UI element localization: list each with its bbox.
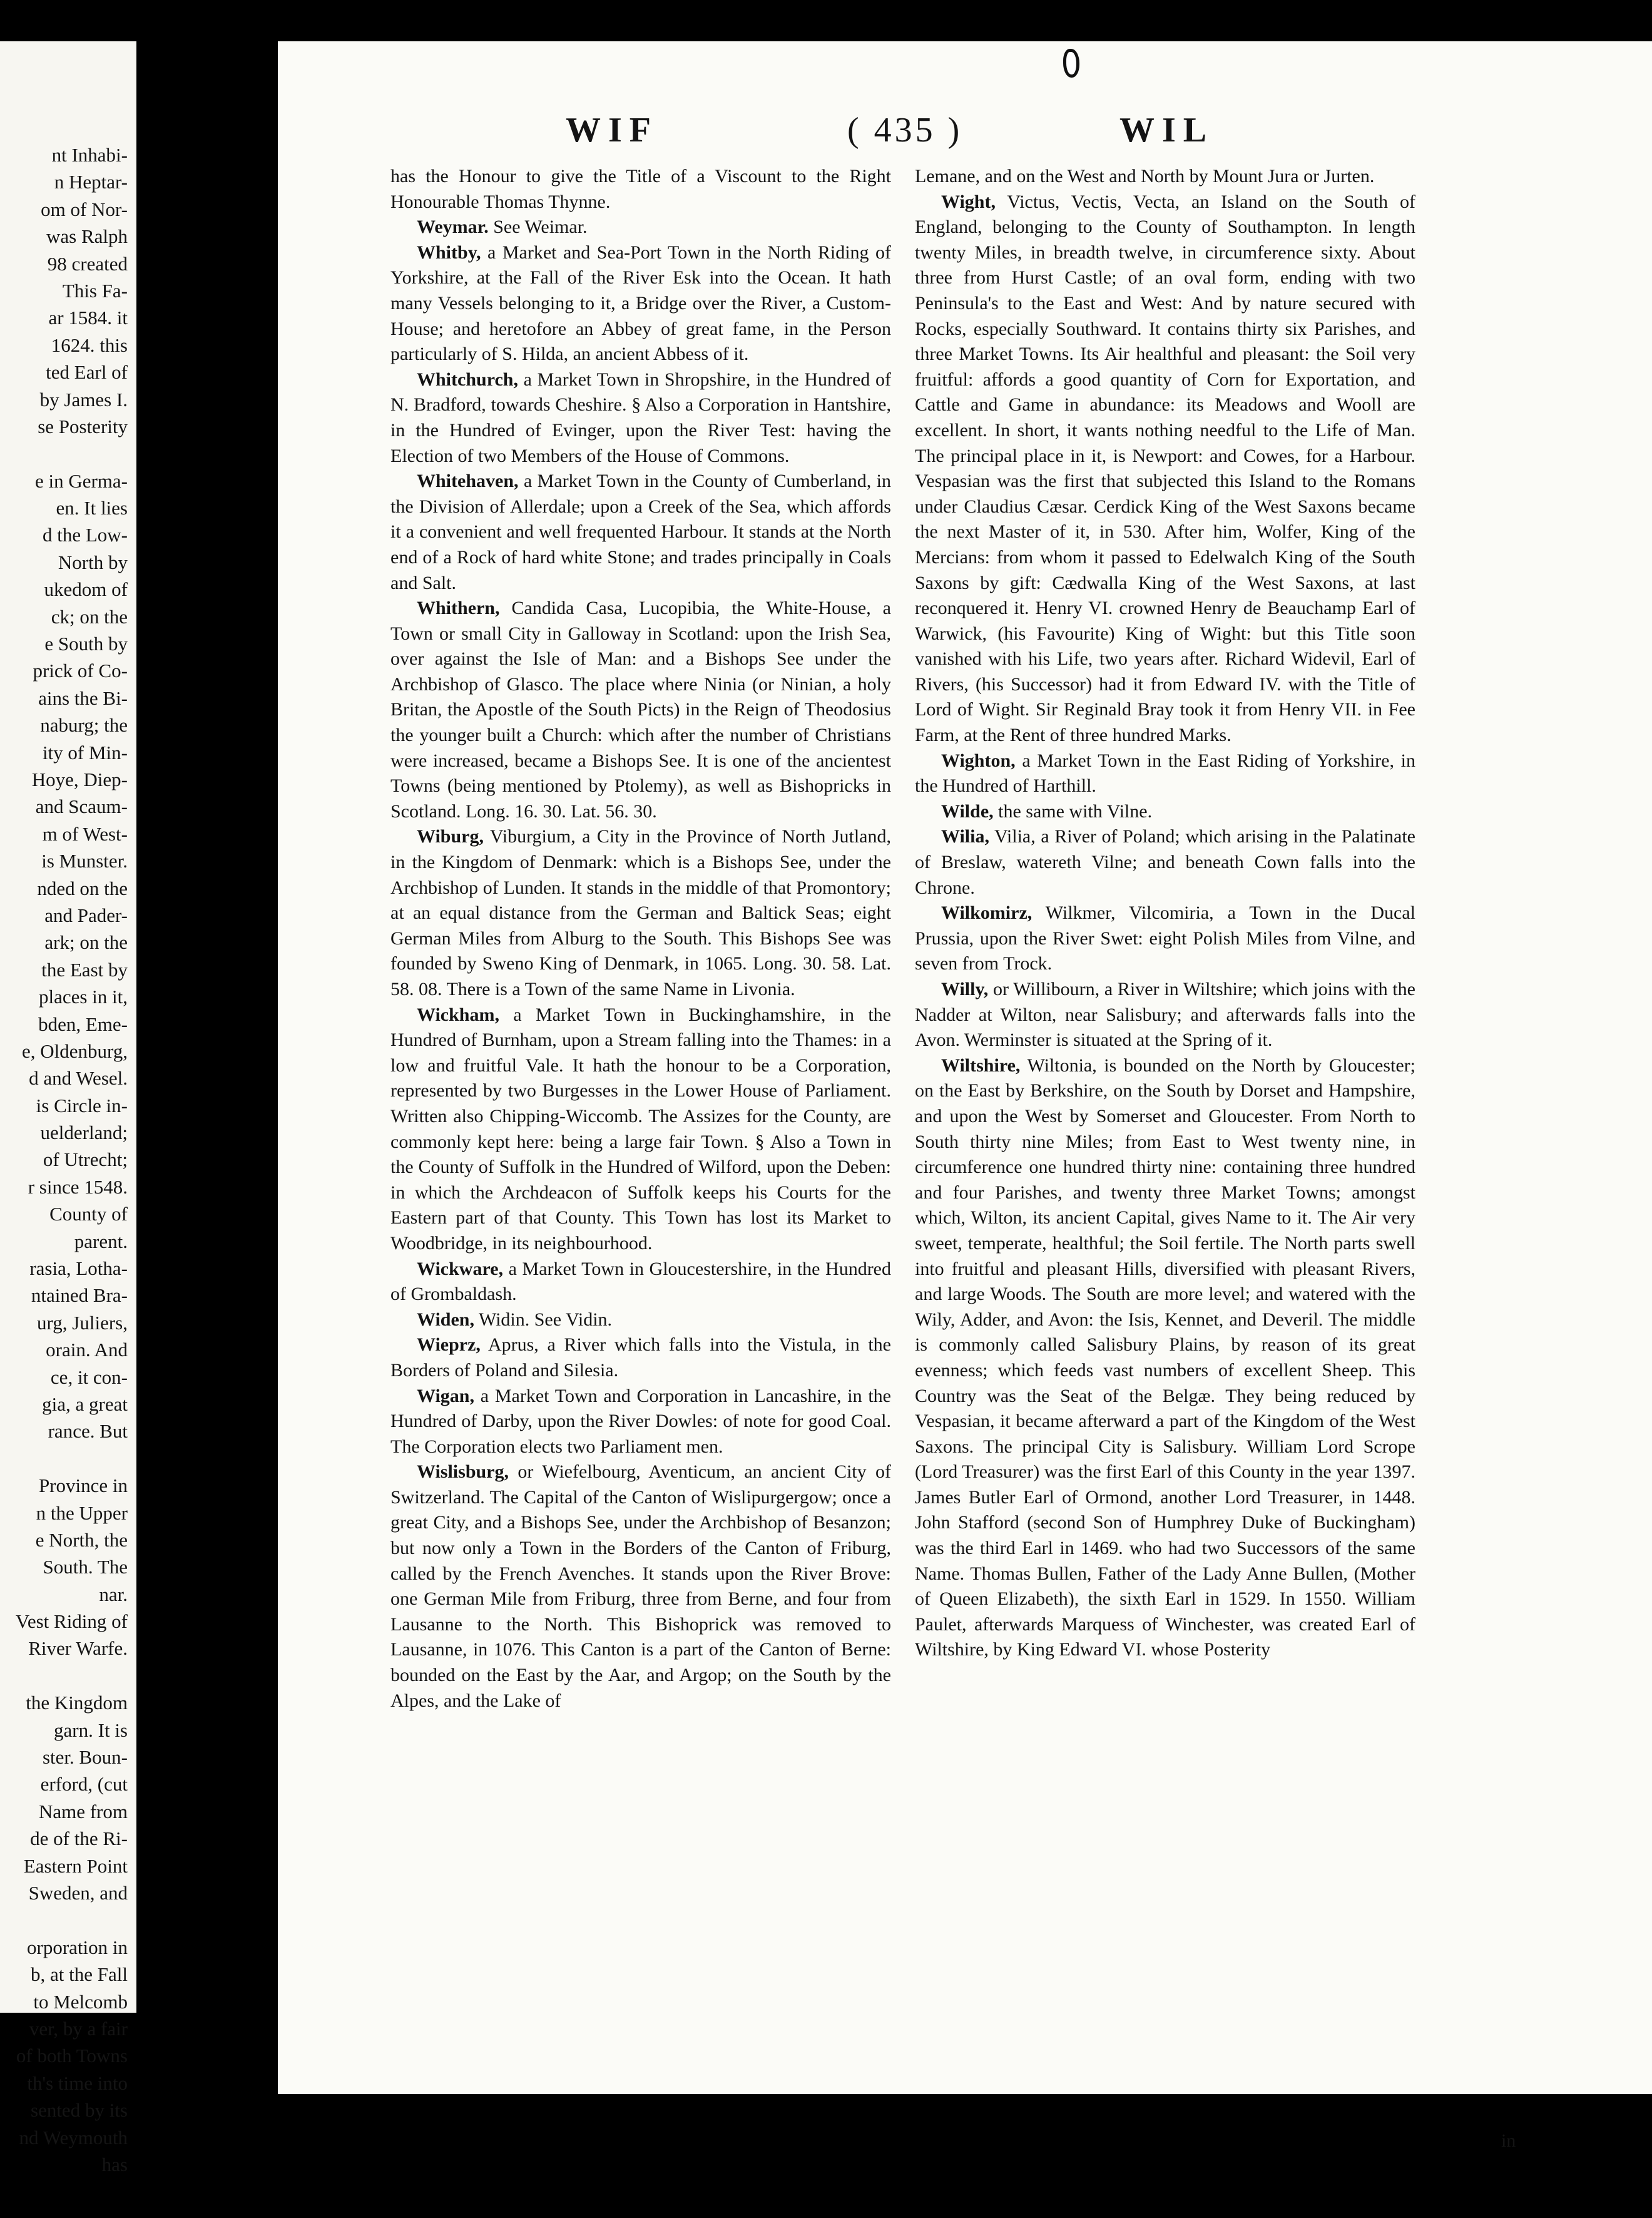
page [278,41,1652,2151]
fragment-line: r since 1548. [28,1175,128,1198]
fragment-line: the Kingdom [26,1692,128,1714]
fragment-line: ce, it con- [50,1366,128,1388]
entry [390,1384,891,1460]
fragment-line: erford, (cut [40,1773,128,1796]
entry [390,469,891,596]
fragment-line: uelderland; [40,1122,128,1144]
entry-headword: Wilde, [941,800,994,822]
entry-headword: Weymar. [417,217,489,238]
fragment-line: e in Germa- [34,469,128,492]
fragment-line: This Fa- [62,279,128,302]
entry-headword: Wickware, [417,1258,504,1279]
fragment-line: e, Oldenburg, [21,1040,128,1062]
entry-text: Candida Casa, Lucopibia, the White-House, a Town or small City in Galloway in Scotland: upon the Irish Sea, over against the Isle of Man: and a Bishops See under the Archbishop of Glasco. The place where Ninia (or Ninian, a holy Britan, the Apostle of the South Picts) in the Reign of Theodosius the younger built a Church: which after the number of Christians were increased, became a Bishops See. It is one of the ancientest Towns (being mentioned by Ptolemy), as well as Bishopricks in Scotland. Long. 16. 30. Lat. 56. 30. [390,598,891,822]
fragment-line: to Melcomb [33,1990,128,2013]
fragment-line: m of West- [42,822,128,845]
fragment-line: ains the Bi- [38,687,128,709]
entry [915,190,1415,749]
fragment-line: is Circle in- [36,1094,128,1117]
fragment-line: ukedom of [44,578,128,601]
ink-blot [1063,49,1079,78]
entry-text: or Wiefelbourg, Aventicum, an ancient City of Switzerland. The Capital of the Canton of Wislipurgergow; once a great City, and a Bishops See, under the Archbishop of Besanzon; but now only a Town in the Borders of the Canton of Friburg, called by the French Avenches. It stands upon the River Brove: one German Mile from Friburg, three from Berne, and four from Lausanne to the North. This Bishoprick was removed to Lausanne, in 1076. This Canton is a part of the Canton of Berne: bounded on the East by the Aar, and Argop; on the South by the Alpes, and the Lake of [390,1461,892,1711]
fragment-line: garn. It is [54,1719,128,1741]
entry [390,824,891,1002]
column-left [390,164,891,1714]
entry-text: Vilia, a River of Poland; which arising in the Palatinate of Breslaw, watereth Vilne; and beneath Cown falls into the Chrone. [915,826,1415,898]
fragment-line: nt Inhabi- [51,144,128,166]
entry [915,901,1415,977]
fragment-line: se Posterity [38,415,128,437]
running-head-left: WIF [566,111,658,150]
fragment-line: rasia, Lotha- [29,1257,128,1280]
fragment-line: bden, Eme- [38,1013,128,1035]
fragment-line: ark; on the [44,931,128,954]
entry-headword: Whitby, [417,242,481,263]
entry [390,1257,891,1307]
fragment-line: Vest Riding of [15,1610,128,1633]
fragment-line [0,1662,128,1689]
entry [390,215,891,240]
fragment-line: Eastern Point [23,1854,128,1877]
fragment-line: d and Wesel. [29,1067,128,1090]
catchword: in [1501,2130,1516,2151]
fragment-line: b, at the Fall [31,1963,128,1986]
entry [915,749,1415,799]
fragment-line: en. It lies [56,497,128,519]
entry-text: Victus, Vectis, Vecta, an Island on the South of England, belonging to the County of Southampton. In length twenty Miles, in breadth twelve, in circumference sixty. About three from Hurst Castle; of an oval form, ending with two Peninsula's to the East and West: And by nature secured with Rocks, especially Southward. It contains thirty six Parishes, and three Market Towns. Its Air healthful and pleasant: the Soil very fruitful: affords a good quantity of Corn for Exportation, and Cattle and Game in abundance: its Meadows and Wooll are excellent. In short, it wants nothing needful to the Life of Man. The principal place in it, is Newport: and Cowes, for a Harbour. Vespasian was the first that subjected this Island to the Romans under Claudius Cæsar. Cerdick King of the West Saxons became the next Master of it, in 530. After him, Wolfer, King of the Mercians: from whom it passed to Edelwalch King of the South Saxons by gift: Cædwalla King of the West Saxons, at last reconquered it. Henry VI. crowned Henry de Beauchamp Earl of Warwick, (his Favourite) King of Wight: but this Title soon vanished with his Life, two years after. Richard Widevil, Earl of Rivers, (his Successor) had it from Edward IV. with the Title of Lord of Wight. Sir Reginald Bray took it from Henry VII. in Fee Farm, at the Rent of three hundred Marks. [915,191,1415,746]
fragment-line: orporation in [27,1936,128,1958]
entry-headword: Wigan, [417,1385,474,1406]
fragment-line: gia, a great [42,1393,128,1415]
fragment-line: of Utrecht; [43,1148,128,1171]
previous-page-fragment [0,41,136,2175]
fragment-line: rance. But [48,1420,128,1443]
entry-text: Aprus, a River which falls into the Vistula, in the Borders of Poland and Silesia. [390,1334,891,1381]
entry-headword: Wiltshire, [941,1055,1021,1076]
fragment-line: Province in [38,1474,128,1497]
fragment-line: prick of Co- [33,660,128,682]
fragment-line [0,1445,128,1472]
fragment-line: sented by its [31,2099,128,2122]
fragment-line: urg, Juliers, [37,1311,128,1334]
fragment-line: River Warfe. [28,1637,128,1660]
entry-text: the same with Vilne. [998,800,1153,822]
entry [390,1459,891,1714]
previous-page-lines [0,141,128,2178]
fragment-line: and Scaum- [35,795,128,818]
fragment-line: ntained Bra- [31,1284,128,1307]
entry [915,164,1415,190]
fragment-line [0,1906,128,1933]
entry [390,1307,891,1333]
fragment-line: 1624. this [51,334,128,356]
fragment-line: ted Earl of [46,361,128,384]
fragment-line: South. The [43,1556,128,1578]
fragment-line: County of [49,1203,128,1225]
fragment-line: om of Nor- [41,198,128,220]
fragment-line [0,440,128,467]
entry [390,164,891,215]
fragment-line: Name from [38,1800,128,1822]
fragment-line: of both Towns [16,2045,128,2067]
fragment-line: e North, the [35,1528,128,1551]
entry-text: a Market and Sea-Port Town in the North Riding of Yorkshire, at the Fall of the River Esk into the Ocean. It hath many Vessels belonging to it, a Bridge over the River, a Custom-House; and heretofore an Abbey of great fame, in the Person particularly of S. Hilda, an ancient Abbess of it. [390,242,892,365]
fragment-line: is Munster. [41,850,128,872]
entry-headword: Whithern, [417,598,500,619]
fragment-line: was Ralph [46,225,128,248]
entry-headword: Wight, [941,191,996,212]
page-number: ( 435 ) [847,111,963,150]
fragment-line: ar 1584. it [48,307,128,329]
fragment-line: ity of Min- [42,741,128,764]
entry-text: has the Honour to give the Title of a Viscount to the Right Honourable Thomas Thynne. [390,166,891,212]
fragment-line: places in it, [38,986,128,1008]
fragment-line: 98 created [47,252,128,275]
entry-text: Widin. See Vidin. [478,1309,613,1330]
entry-headword: Wilia, [941,826,989,847]
entry [915,977,1415,1053]
fragment-line: by James I. [39,388,128,411]
fragment-line: n Heptar- [54,171,128,193]
running-head-right: WIL [1119,111,1215,150]
fragment-line: e South by [44,633,128,655]
entry-text: a Market Town in the County of Cumberland, in the Division of Allerdale; upon a Creek of the Sea, which affords it a convenient and well frequented Harbour. It stands at the North end of a Rock of hard white Stone; and trades principally in Coals and Salt. [390,471,891,593]
fragment-line: th's time into [27,2072,128,2094]
fragment-line: the East by [41,958,128,981]
fragment-line: nd Weymouth [19,2126,128,2149]
entry [915,799,1415,825]
fragment-line: nded on the [37,877,128,899]
fragment-line: ster. Boun- [42,1746,128,1769]
fragment-line: n the Upper [36,1501,128,1524]
fragment-line: North by [58,551,128,573]
entry-headword: Wilkomirz, [941,902,1032,924]
entry [390,1003,891,1257]
entry-headword: Whitchurch, [417,369,518,390]
entry-text: a Market Town in Gloucestershire, in the Hundred of Grombaldash. [390,1258,891,1305]
fragment-line: parent. [74,1230,128,1252]
fragment-line: Hoye, Diep- [31,768,128,790]
fragment-line: and Pader- [44,904,128,926]
fragment-line: orain. And [46,1339,128,1361]
entry [390,367,891,469]
fragment-line: de of the Ri- [30,1827,128,1850]
entry-headword: Willy, [941,979,989,999]
entry [915,824,1415,901]
entry-headword: Wieprz, [417,1334,481,1356]
entry-text: Wilkmer, Vilcomiria, a Town in the Ducal Prussia, upon the River Swet: eight Polish Miles from Vilne, and seven from Trock. [915,902,1415,974]
fragment-line: ver, by a fair [29,2017,128,2040]
entry-text: a Market Town in Buckinghamshire, in the Hundred of Burnham, upon a Stream falling into the Thames: in a low and fruitful Vale. It hath the honour to be a Corporation, represented by two Burgesses in the Lower House of Parliament. Written also Chipping-Wiccomb. The Assizes for the County, are commonly kept here: being a large fair Town. § Also a Town in the County of Suffolk in the Hundred of Wilford, upon the Deben: in which the Archdeacon of Suffolk keeps his Courts for the Eastern part of that County. This Town has lost its Market to Woodbridge, in its neighbourhood. [390,1004,891,1254]
entry-text: See Weimar. [493,217,588,238]
entry-text: a Market Town and Corporation in Lancashire, in the Hundred of Darby, upon the River Dowles: of note for good Coal. The Corporation elects two Parliament men. [390,1385,891,1457]
fragment-line: nar. [99,1583,128,1605]
fragment-line: naburg; the [40,714,128,737]
entry-headword: Wiburg, [417,826,484,847]
fragment-line: has [101,2153,128,2175]
entry [390,240,891,367]
entry-headword: Whitehaven, [417,471,519,492]
entry-text: or Willibourn, a River in Wiltshire; which joins with the Nadder at Wilton, near Salisbury; and afterwards falls into the Avon. Werminster is situated at the Spring of it. [915,979,1415,1051]
entry-headword: Widen, [417,1309,474,1330]
entry [390,596,891,824]
entry [915,1053,1415,1663]
fragment-line: ck; on the [51,605,128,628]
entry-text: Wiltonia, is bounded on the North by Gloucester; on the East by Berkshire, on the South by Dorset and Hampshire, and upon the West by Somerset and Gloucester. From North to South thirty nine Miles; from East to West twenty nine, in circumference one hundred thirty nine: containing three hundred and four Parishes, and twenty three Market Towns; amongst which, Wilton, its ancient Capital, gives Name to it. The Air very sweet, temperate, healthful; the Soil fertile. The North parts swell into fruitful and pleasant Hills, diversified with pleasant Rivers, and large Woods. The South are more level; and watered with the Wily, Adder, and Avon: the Isis, Kennet, and Deveril. The middle is commonly called Salisbury Plains, by reason of its great evenness; which feeds vast numbers of excellent Sheep. This Country was the Seat of the Belgæ. They being reduced by Vespasian, it became afterward a part of the Kingdom of the West Saxons. The principal City is Salisbury. William Lord Scrope (Lord Treasurer) was the first Earl of this County in the year 1397. James Butler Earl of Ormond, another Lord Treasurer, in 1448. John Stafford (second Son of Humphrey Duke of Buckingham) was the third Earl in 1469. who had two Successors of the same Name. Thomas Bullen, Father of the Lady Anne Bullen, (Mother of Queen Elizabeth), the sixth Earl in 1529. In 1550. William Paulet, afterwards Marquess of Winchester, was created Earl of Wiltshire, by King Edward VI. whose Posterity [915,1055,1415,1660]
entry-headword: Wighton, [941,750,1016,771]
fragment-line: Sweden, and [28,1882,128,1904]
entry-headword: Wislisburg, [417,1461,509,1483]
entry-text: Viburgium, a City in the Province of North Jutland, in the Kingdom of Denmark: which is a Bishops See, under the Archbishop of Lunden. It stands in the middle of that Promontory; at an equal distance from the German and Baltick Seas; eight German Miles from Alburg to the South. This Bishops See was founded by Sweno King of Denmark, in 1065. Long. 30. 58. Lat. 58. 08. There is a Town of the same Name in Livonia. [390,826,891,999]
entry [390,1332,891,1383]
column-right [915,164,1415,1663]
entry-text: Lemane, and on the West and North by Mount Jura or Jurten. [915,166,1375,187]
fragment-line: d the Low- [42,524,128,546]
entry-headword: Wickham, [417,1004,499,1025]
entry-text: a Market Town in Shropshire, in the Hundred of N. Bradford, towards Cheshire. § Also a Corporation in Hantshire, in the Hundred of Evinger, upon the River Test: having the Election of two Members of the House of Commons. [390,369,892,466]
entry-text: a Market Town in the East Riding of Yorkshire, in the Hundred of Harthill. [915,750,1416,797]
